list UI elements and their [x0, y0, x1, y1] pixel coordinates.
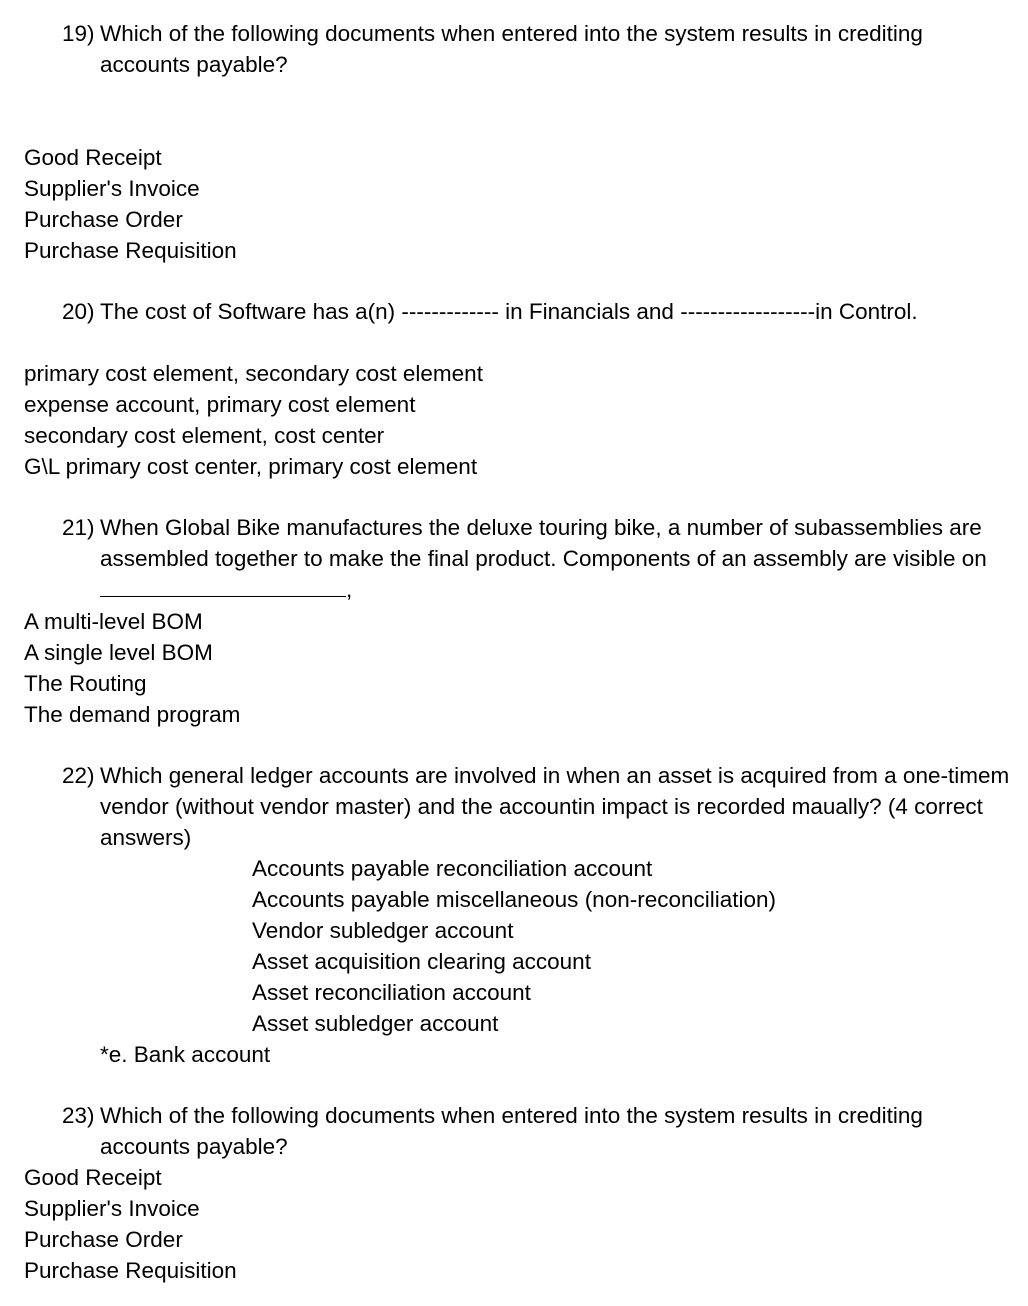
question-text-part: in Control.	[815, 299, 918, 324]
extra-option: *e. Bank account	[100, 1042, 271, 1067]
question-23-options	[24, 1162, 237, 1286]
option: Vendor subledger account	[252, 918, 514, 943]
option: G\L primary cost center, primary cost element	[24, 454, 478, 479]
option: Purchase Order	[24, 207, 183, 232]
question-text-part: in Financials and	[505, 299, 674, 324]
question-21-options	[24, 606, 240, 730]
question-text: Which general ledger accounts are involved in when an asset is acquired from a one-timem vendor (without vendor master) and the accountin impact is recorded maually? (4 correct answers)	[100, 763, 1010, 850]
question-20	[62, 296, 1010, 327]
question-text-part: The cost of Software has a(n)	[100, 299, 396, 324]
option: Good Receipt	[24, 1165, 162, 1190]
question-number: 22)	[62, 763, 95, 788]
question-20-options	[24, 358, 483, 482]
question-19-options	[24, 142, 237, 266]
option: Good Receipt	[24, 145, 162, 170]
option: A multi-level BOM	[24, 609, 203, 634]
question-22	[62, 760, 1010, 853]
option: The demand program	[24, 702, 241, 727]
option: Asset reconciliation account	[252, 980, 531, 1005]
answer-blank-line	[100, 576, 346, 597]
option: Purchase Order	[24, 1227, 183, 1252]
option: Accounts payable reconciliation account	[252, 856, 653, 881]
option: Asset acquisition clearing account	[252, 949, 591, 974]
option: Accounts payable miscellaneous (non-reconciliation)	[252, 887, 777, 912]
option: Supplier's Invoice	[24, 1196, 200, 1221]
option: Purchase Requisition	[24, 1258, 237, 1283]
option: expense account, primary cost element	[24, 392, 416, 417]
option: Asset subledger account	[252, 1011, 499, 1036]
question-number: 20)	[62, 299, 95, 324]
question-19	[62, 18, 1010, 80]
option: primary cost element, secondary cost element	[24, 361, 483, 386]
option: Purchase Requisition	[24, 238, 237, 263]
question-23	[62, 1100, 1010, 1162]
question-text: Which of the following documents when entered into the system results in crediting accounts payable?	[100, 21, 923, 77]
question-text: Which of the following documents when entered into the system results in crediting accounts payable?	[100, 1103, 923, 1159]
question-22-options	[252, 853, 776, 1039]
blank-dashes: ------------------	[680, 299, 816, 324]
question-number: 19)	[62, 21, 95, 46]
question-text: When Global Bike manufactures the deluxe touring bike, a number of subassemblies are assembled together to make the final product. Components of an assembly are visible on	[100, 515, 987, 571]
question-trailing: ,	[346, 577, 353, 602]
option: A single level BOM	[24, 640, 213, 665]
option: The Routing	[24, 671, 147, 696]
question-number: 23)	[62, 1103, 95, 1128]
blank-dashes: -------------	[401, 299, 499, 324]
option: Supplier's Invoice	[24, 176, 200, 201]
question-21	[62, 512, 1010, 605]
option: secondary cost element, cost center	[24, 423, 385, 448]
question-number: 21)	[62, 515, 95, 540]
question-text	[100, 296, 1010, 327]
